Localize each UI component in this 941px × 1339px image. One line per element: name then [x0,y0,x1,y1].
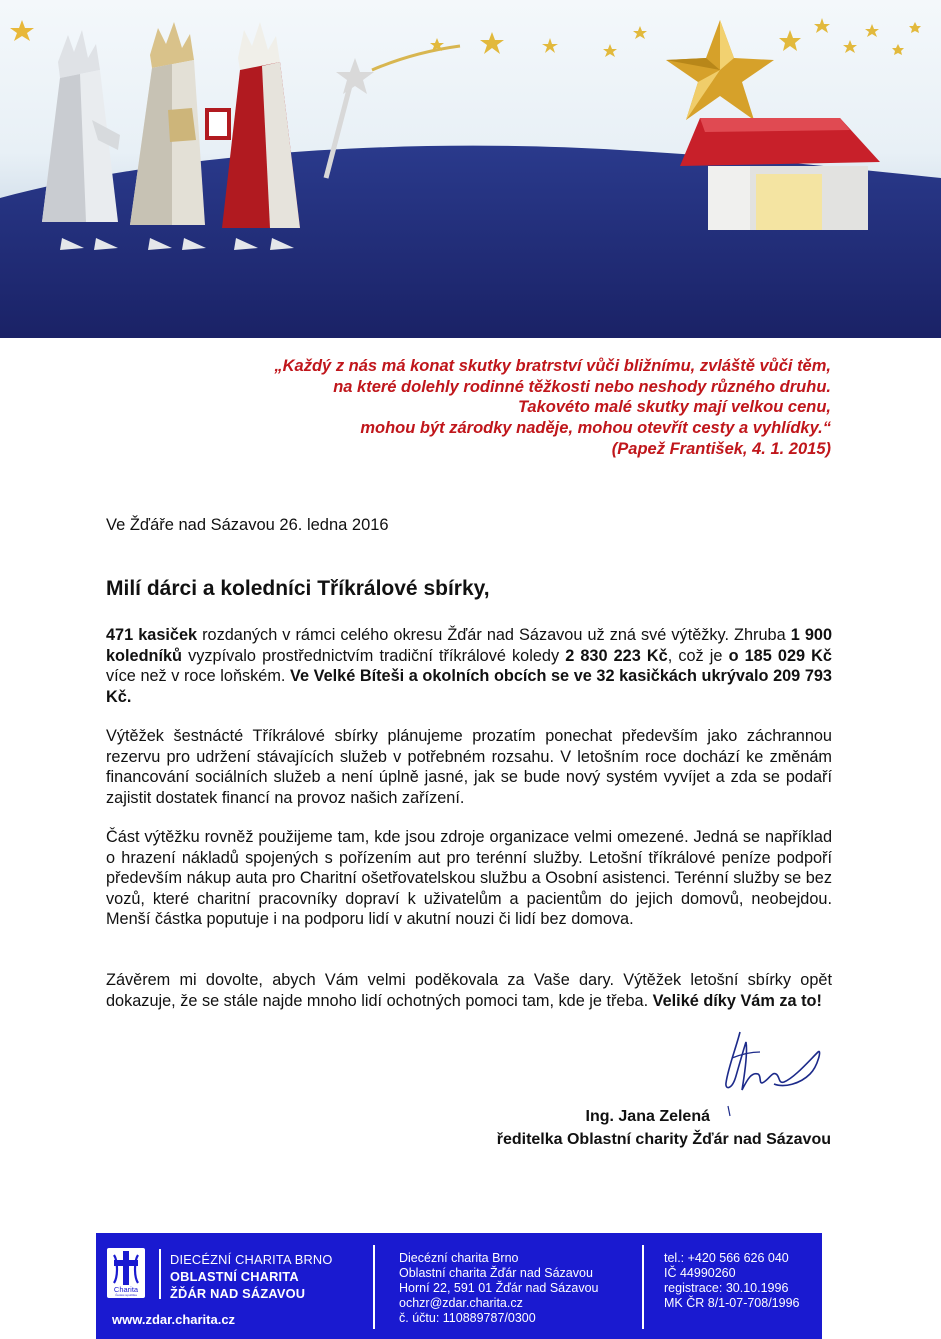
quote-attribution: (Papež František, 4. 1. 2015) [611,439,831,458]
contact-line: registrace: 30.10.1996 [664,1281,789,1295]
quote-line: „Každý z nás má konat skutky bratrství vůči bližnímu, zvláště vůči těm, [274,357,831,375]
organization-name [170,1251,333,1302]
address-line: Diecézní charita Brno [399,1251,519,1265]
bold-text: 471 kasiček [106,626,198,644]
text: více než v roce loňském. [106,667,291,685]
star-icon [10,20,34,41]
org-line: DIECÉZNÍ CHARITA BRNO [170,1252,333,1267]
contact-block [664,1251,800,1311]
address-line: Horní 22, 591 01 Žďár nad Sázavou [399,1281,599,1295]
pope-quote [191,356,831,460]
address-block [399,1251,598,1326]
contact-line: MK ČR 8/1-07-708/1996 [664,1296,800,1310]
signatory-name: Ing. Jana Zelená [585,1108,710,1125]
text: vyzpívalo prostřednictvím tradiční tříkrálové koledy [182,646,566,665]
contact-line: tel.: +420 566 626 040 [664,1251,789,1265]
charita-cross-icon [112,1251,140,1285]
text: , což je [667,646,729,665]
divider [159,1249,161,1299]
email-link[interactable]: ochzr@zdar.charita.cz [399,1296,523,1310]
charita-logo [107,1248,145,1298]
account-number: č. účtu: 110889787/0300 [399,1311,536,1325]
bold-text: Ve Velké Bíteši a okolních obcích se ve 32 kasičkách ukrývalo 209 793 Kč. [106,667,832,706]
quote-line: mohou být zárodky naděje, mohou otevřít cesty a vyhlídky.“ [360,419,831,438]
org-line: ŽĎÁR NAD SÁZAVOU [170,1286,306,1301]
paragraph-results [106,625,832,707]
house-illustration [680,118,880,230]
org-line: OBLASTNÍ CHARITA [170,1269,299,1284]
text: rozdaných v rámci celého okresu Žďár nad Sázavou už zná své výtěžky. Zhruba [197,626,791,644]
quote-line: na které dolehly rodinné těžkosti nebo neshody různého druhu. [333,377,831,396]
place-date: Ve Žďáře nad Sázavou 26. ledna 2016 [106,516,389,534]
bold-text: 2 830 223 Kč [565,646,668,665]
address-line: Oblastní charita Žďár nad Sázavou [399,1266,593,1280]
divider [642,1245,644,1329]
quote-line: Takovéto malé skutky mají velkou cenu, [517,398,831,417]
divider [373,1245,375,1329]
header-banner [0,0,941,338]
king-figure-white [42,30,120,222]
three-kings-illustration [0,0,941,338]
paragraph-reserve: Výtěžek šestnácté Tříkrálové sbírky plánujeme prozatím ponechat především jako záchrannou rezervu pro udržení stávajících služeb v potřebném rozsahu. V letošním roce dochází ke změnám financování sociálních služeb a není úplně jasné, jak se bude nový systém vyvíjet a zda se podaří zajistit dostatek financí na provoz našich zařízení. [106,727,832,807]
salutation-heading: Milí dárci a koledníci Tříkrálové sbírky, [106,577,490,600]
bold-text: 1 900 koledníků [106,626,832,665]
footer-bar [96,1233,822,1339]
contact-line: IČ 44990260 [664,1266,736,1280]
text: Závěrem mi dovolte, abych Vám velmi poděkovala za Vaše dary. Výtěžek letošní sbírky opět dokazuje, že se stále najde mnoho lidí ochotných pomoci tam, kde je třeba. [106,971,832,1010]
paragraph-thanks [106,970,832,1011]
sky-stars [430,18,921,57]
king-figure-gold [130,22,205,225]
paragraph-usage: Část výtěžku rovněž použijeme tam, kde jsou zdroje organizace velmi omezené. Jedná se například o hrazení nákladů spojených s pořízením aut pro terénní služby. Letošní tříkrálové peníze podpoří především nákup auta pro Charitní ošetřovatelskou službu a Osobní asistenci. Terénní služby se bez vozů, které charitní pracovníky dopraví k uživatelům a pacientům do jejich domovů, neobejdou. Menší částka poputuje i na podporu lidí v akutní nouzi či lidí bez domova. [106,828,832,928]
big-star-icon [666,20,774,120]
signatory-title: ředitelka Oblastní charity Žďár nad Sázavou [496,1131,831,1148]
bold-text: Veliké díky Vám za to! [652,991,822,1010]
handwritten-signature [718,1028,828,1118]
logo-subtext: Česká republika [115,1293,137,1297]
website-link[interactable]: www.zdar.charita.cz [112,1312,236,1327]
bold-text: o 185 029 Kč [728,646,832,665]
logo-text: Charita [113,1285,139,1294]
